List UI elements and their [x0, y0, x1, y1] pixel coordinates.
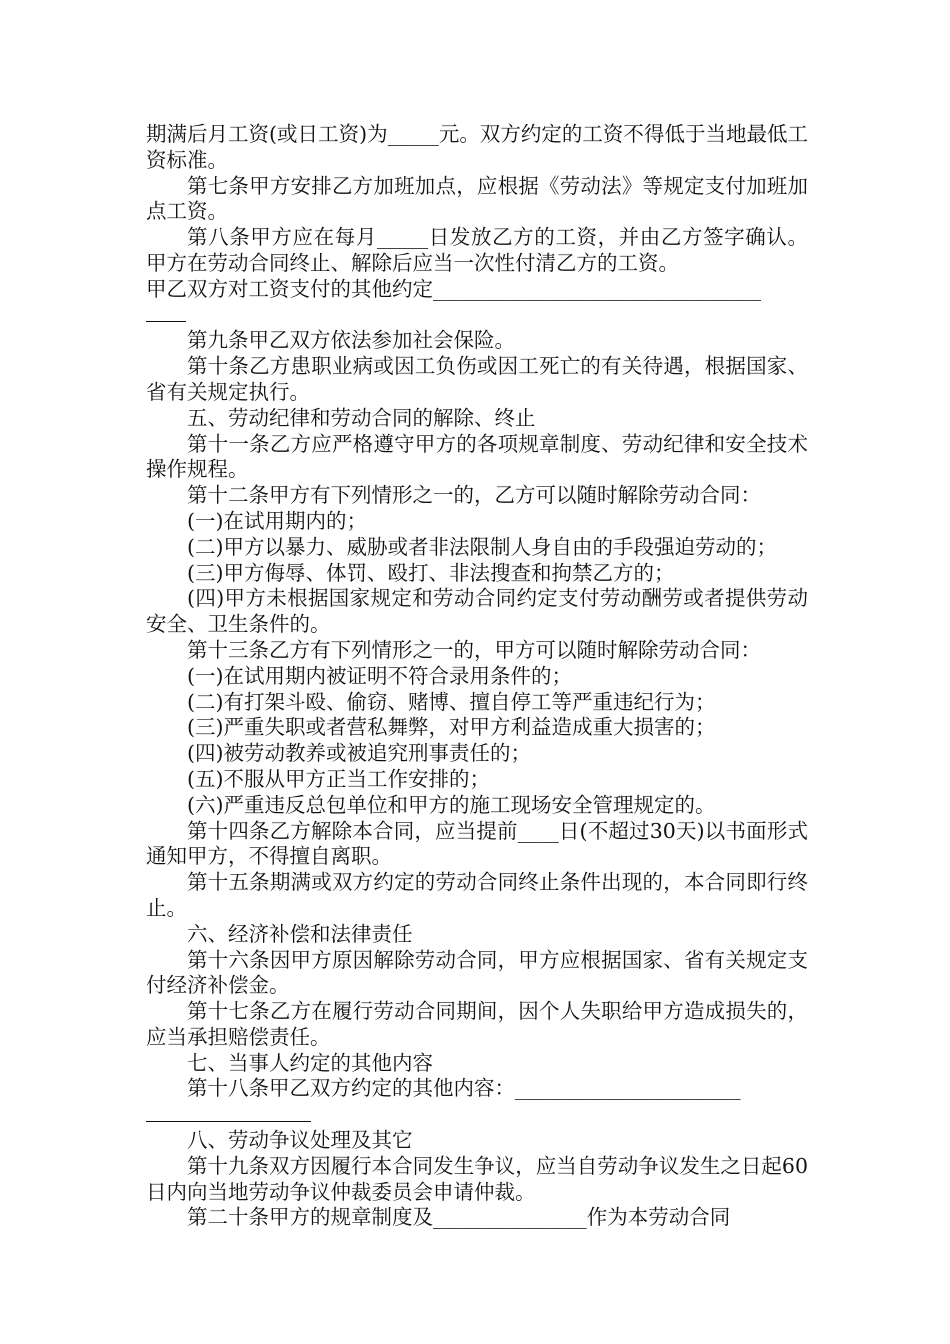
paragraph: 七、当事人约定的其他内容 [187, 1050, 433, 1075]
paragraph: 第十五条期满或双方约定的劳动合同终止条件出现的，本合同即行终止。 [146, 870, 808, 920]
fill-in-blank-line [146, 303, 808, 329]
paragraph: 第十八条甲乙双方约定的其他内容：______________________ [187, 1076, 741, 1101]
paragraph: 第十九条双方因履行本合同发生争议，应当自劳动争议发生之日起60日内向当地劳动争议仲裁委员会申请仲裁。 [146, 1153, 808, 1204]
paragraph: (三)甲方侮辱、体罚、殴打、非法搜查和拘禁乙方的； [187, 560, 675, 585]
fill-in-blank-line [146, 1102, 808, 1128]
paragraph: 八、劳动争议处理及其它 [187, 1128, 413, 1153]
paragraph: 第七条甲方安排乙方加班加点，应根据《劳动法》等规定支付加班加点工资。 [146, 173, 808, 224]
paragraph: 第九条甲乙双方依法参加社会保险。 [187, 328, 515, 353]
paragraph: (二)有打架斗殴、偷窃、赌博、擅自停工等严重违纪行为； [187, 689, 716, 714]
paragraph: (四)被劳动教养或被追究刑事责任的； [187, 741, 531, 766]
document-page [146, 122, 808, 1231]
paragraph: 第十七条乙方在履行劳动合同期间，因个人失职给甲方造成损失的，应当承担赔偿责任。 [146, 999, 808, 1049]
paragraph: (一)在试用期内的； [187, 508, 367, 533]
paragraph: 第十四条乙方解除本合同，应当提前____日(不超过30天)以书面形式通知甲方，不得擅自离职。 [146, 818, 808, 869]
paragraph: 第十条乙方患职业病或因工负伤或因工死亡的有关待遇，根据国家、省有关规定执行。 [146, 354, 808, 404]
paragraph: (二)甲方以暴力、威胁或者非法限制人身自由的手段强迫劳动的； [187, 534, 777, 559]
paragraph: 第十二条甲方有下列情形之一的，乙方可以随时解除劳动合同： [187, 483, 761, 508]
paragraph: 第八条甲方应在每月_____日发放乙方的工资，并由乙方签字确认。甲方在劳动合同终止、解除后应当一次性付清乙方的工资。 [146, 225, 808, 275]
paragraph: 第十一条乙方应严格遵守甲方的各项规章制度、劳动纪律和安全技术操作规程。 [146, 431, 808, 482]
paragraph: (五)不服从甲方正当工作安排的； [187, 766, 490, 791]
paragraph: 第十三条乙方有下列情形之一的，甲方可以随时解除劳动合同： [187, 637, 761, 662]
paragraph: 第二十条甲方的规章制度及_______________作为本劳动合同 [187, 1205, 731, 1230]
paragraph: 第十六条因甲方原因解除劳动合同，甲方应根据国家、省有关规定支付经济补偿金。 [146, 947, 808, 998]
paragraph: (四)甲方未根据国家规定和劳动合同约定支付劳动酬劳或者提供劳动安全、卫生条件的。 [146, 586, 808, 637]
paragraph: 五、劳动纪律和劳动合同的解除、终止 [187, 405, 536, 430]
paragraph: (三)严重失职或者营私舞弊，对甲方利益造成重大损害的； [187, 715, 716, 740]
paragraph: (一)在试用期内被证明不符合录用条件的； [187, 663, 572, 688]
paragraph: (六)严重违反总包单位和甲方的施工现场安全管理规定的。 [187, 792, 716, 817]
paragraph: 甲乙双方对工资支付的其他约定________________________________ [146, 276, 761, 301]
paragraph: 六、经济补偿和法律责任 [187, 921, 413, 946]
paragraph: 期满后月工资(或日工资)为_____元。双方约定的工资不得低于当地最低工资标准。 [146, 122, 808, 172]
